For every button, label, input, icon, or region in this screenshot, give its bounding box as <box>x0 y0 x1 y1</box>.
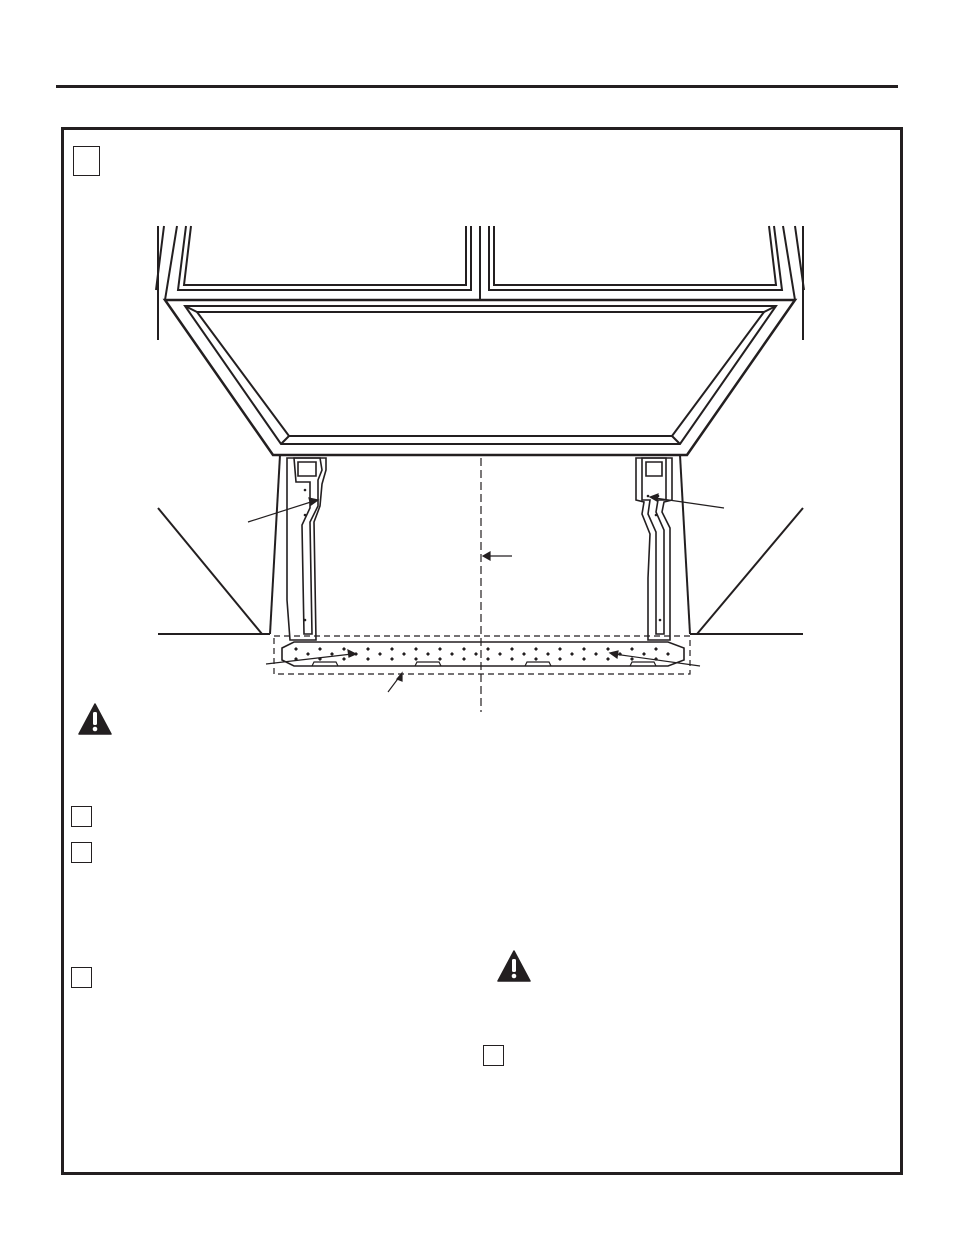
plate-hole <box>510 657 514 661</box>
step-box-3 <box>71 967 92 988</box>
plate-hole <box>666 652 670 656</box>
plate-hole <box>594 652 598 656</box>
plate-hole <box>582 647 586 651</box>
step-box-main <box>73 146 100 176</box>
plate-hole <box>330 652 334 656</box>
plate-hole <box>534 647 538 651</box>
caution-triangle-icon <box>497 950 531 982</box>
left-mounting-bracket <box>287 458 326 640</box>
plate-hole <box>606 657 610 661</box>
plate-hole <box>318 647 322 651</box>
installation-diagram <box>150 222 810 717</box>
step-box-1 <box>71 806 92 827</box>
plate-hole <box>306 652 310 656</box>
mounting-plate <box>274 636 690 674</box>
plate-hole <box>342 647 346 651</box>
plate-hole <box>474 652 478 656</box>
plate-hole <box>498 652 502 656</box>
plate-hole <box>510 647 514 651</box>
plate-hole <box>582 657 586 661</box>
plate-hole <box>630 657 634 661</box>
right-mounting-bracket <box>636 458 672 640</box>
plate-hole <box>450 652 454 656</box>
plate-hole <box>342 657 346 661</box>
plate-hole <box>630 647 634 651</box>
plate-hole <box>438 657 442 661</box>
plate-hole <box>366 647 370 651</box>
plate-hole <box>426 652 430 656</box>
upper-cabinet <box>156 226 804 455</box>
plate-hole <box>414 647 418 651</box>
plate-hole <box>378 652 382 656</box>
plate-hole <box>654 647 658 651</box>
step-box-4 <box>483 1045 504 1066</box>
plate-hole <box>522 652 526 656</box>
plate-hole <box>534 657 538 661</box>
plate-hole <box>486 647 490 651</box>
plate-hole <box>366 657 370 661</box>
plate-hole <box>294 647 298 651</box>
plate-hole <box>558 647 562 651</box>
plate-hole <box>642 652 646 656</box>
plate-hole <box>390 647 394 651</box>
plate-hole <box>606 647 610 651</box>
plate-hole <box>414 657 418 661</box>
plate-hole <box>570 652 574 656</box>
caution-triangle-icon <box>78 703 112 735</box>
plate-hole <box>558 657 562 661</box>
plate-hole <box>546 652 550 656</box>
plate-hole <box>462 657 466 661</box>
step-box-2 <box>71 842 92 863</box>
header-rule <box>56 85 898 88</box>
plate-hole <box>462 647 466 651</box>
plate-hole <box>390 657 394 661</box>
plate-hole <box>438 647 442 651</box>
plate-hole <box>486 657 490 661</box>
plate-hole <box>402 652 406 656</box>
